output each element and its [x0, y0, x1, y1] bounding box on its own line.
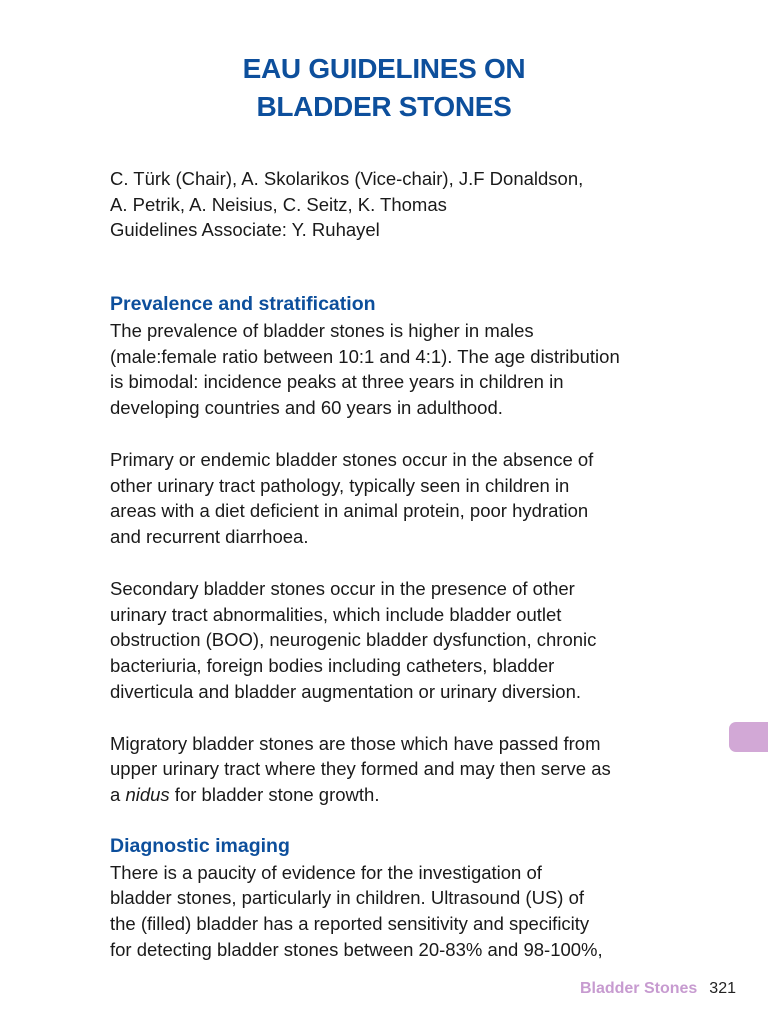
text-line: areas with a diet deficient in animal protein, poor hydration: [110, 500, 589, 522]
text-line: Migratory bladder stones are those which have passed from: [110, 732, 601, 754]
text-line: bacteriuria, foreign bodies including catheters, bladder: [110, 655, 555, 677]
paragraph-secondary-stones: [110, 576, 710, 705]
text-line: obstruction (BOO), neurogenic bladder dysfunction, chronic: [110, 629, 597, 651]
section-heading-diagnostic-imaging: Diagnostic imaging: [110, 834, 290, 857]
guidelines-associate: Guidelines Associate: Y. Ruhayel: [110, 219, 380, 240]
text-line: developing countries and 60 years in adulthood.: [110, 397, 503, 419]
text-line: upper urinary tract where they formed and may then serve as: [110, 758, 611, 780]
text-line: for detecting bladder stones between 20-83% and 98-100%,: [110, 938, 603, 960]
title-line-2: BLADDER STONES: [256, 91, 512, 122]
text-line-with-emphasis: [110, 782, 710, 808]
page-number: 321: [709, 980, 736, 997]
page-footer: [580, 979, 736, 999]
text-line: is bimodal: incidence peaks at three years in children in: [110, 371, 564, 393]
title-line-1: EAU GUIDELINES ON: [242, 53, 526, 84]
text-line: diverticula and bladder augmentation or urinary diversion.: [110, 680, 581, 702]
text-line: Primary or endemic bladder stones occur in the absence of: [110, 448, 594, 470]
paragraph-gap: [110, 808, 710, 834]
page-title: [0, 50, 768, 126]
paragraph-gap: [110, 550, 710, 576]
authors-block: [110, 166, 710, 243]
footer-section-name: Bladder Stones: [579, 980, 698, 997]
authors-line-1: C. Türk (Chair), A. Skolarikos (Vice-chair), J.F Donaldson,: [110, 168, 584, 189]
paragraph-diagnostic-imaging: [110, 860, 710, 963]
text-line: Secondary bladder stones occur in the presence of other: [110, 577, 575, 599]
text-fragment: a: [110, 784, 126, 806]
text-line: the (filled) bladder has a reported sensitivity and specificity: [110, 913, 590, 935]
body-content: [110, 292, 710, 963]
paragraph-primary-stones: [110, 447, 710, 550]
text-fragment: for bladder stone growth.: [169, 784, 380, 806]
paragraph-prevalence: [110, 318, 710, 421]
paragraph-gap: [110, 705, 710, 731]
paragraph-migratory-stones: [110, 731, 710, 808]
section-heading-prevalence: Prevalence and stratification: [110, 293, 376, 315]
text-line: bladder stones, particularly in children. Ultrasound (US) of: [110, 887, 585, 909]
chapter-tab-marker: [729, 722, 768, 752]
text-line: There is a paucity of evidence for the investigation of: [110, 861, 542, 883]
emphasis-nidus: nidus: [125, 784, 170, 806]
text-line: (male:female ratio between 10:1 and 4:1). The age distribution: [110, 345, 620, 367]
text-line: The prevalence of bladder stones is higher in males: [110, 319, 534, 341]
authors-line-2: A. Petrik, A. Neisius, C. Seitz, K. Thomas: [110, 193, 447, 215]
text-line: other urinary tract pathology, typically seen in children in: [110, 474, 570, 496]
text-line: and recurrent diarrhoea.: [110, 526, 309, 548]
paragraph-gap: [110, 421, 710, 447]
text-line: urinary tract abnormalities, which include bladder outlet: [110, 603, 562, 625]
